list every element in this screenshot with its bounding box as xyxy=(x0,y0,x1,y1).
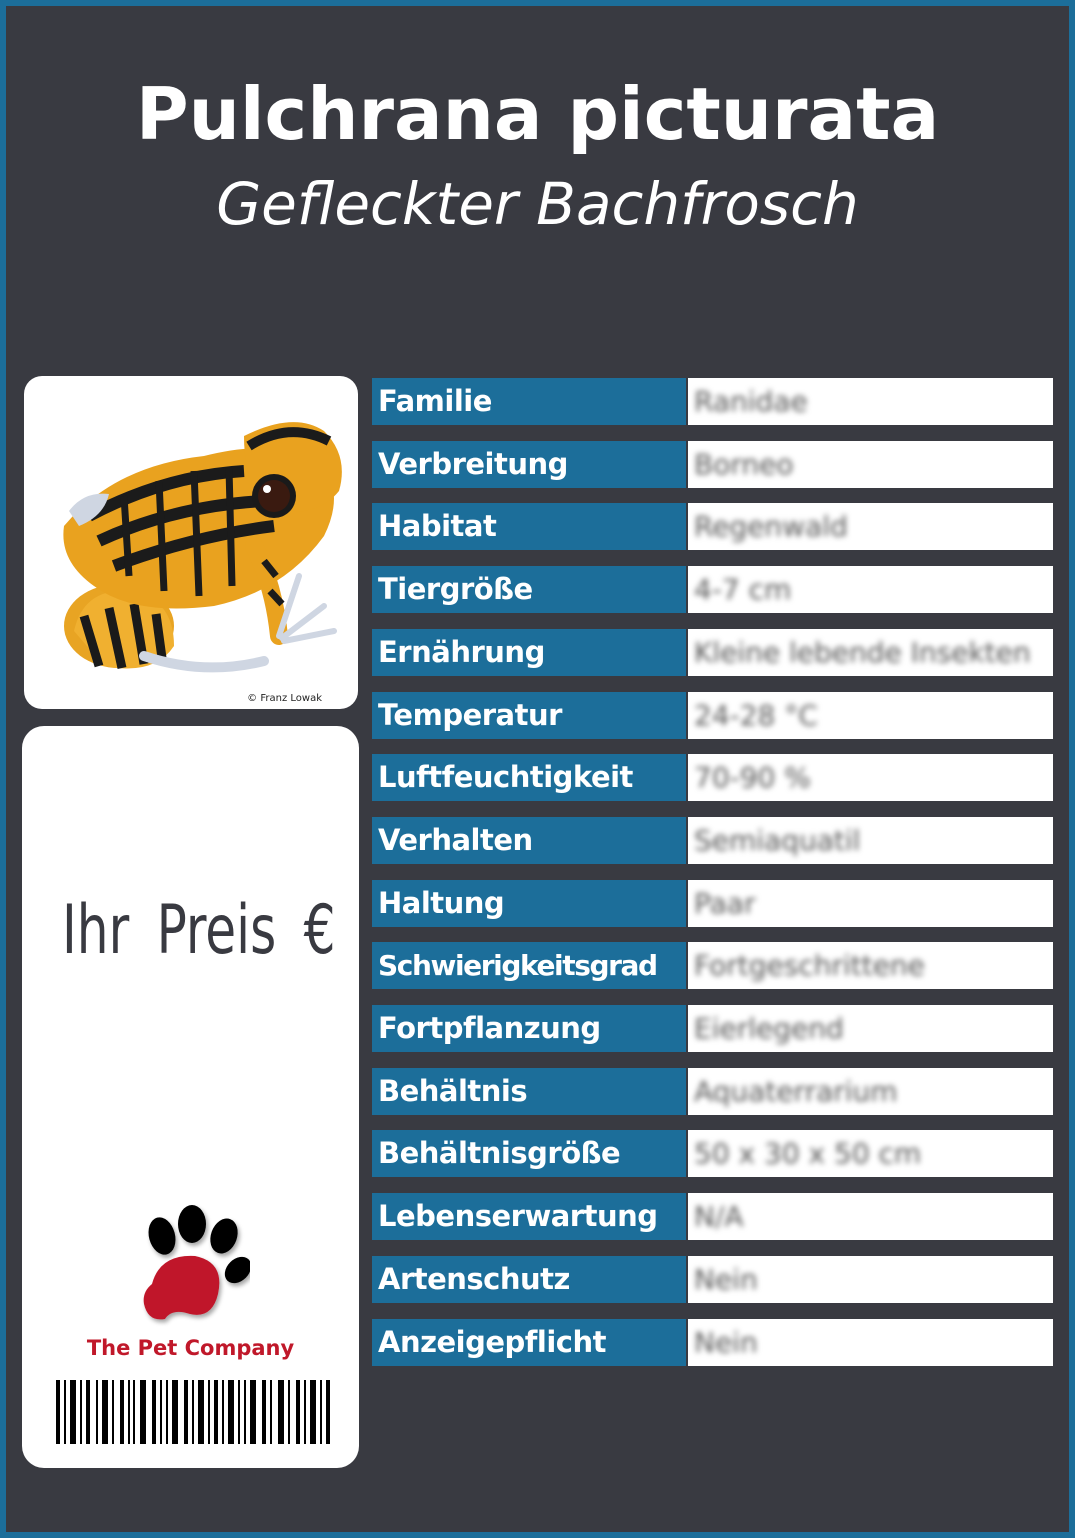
fact-value-box xyxy=(688,1130,1053,1177)
fact-value: Ranidae xyxy=(694,385,808,418)
fact-row-behaeltnisgroesse xyxy=(372,1130,1053,1177)
fact-label: Luftfeuchtigkeit xyxy=(372,754,686,801)
price-label: Ihr Preis € xyxy=(62,891,336,970)
page-subtitle: Gefleckter Bachfrosch xyxy=(216,170,859,238)
fact-label: Verhalten xyxy=(372,817,686,864)
fact-value: 24-28 °C xyxy=(694,698,818,732)
fact-value: Aquaterrarium xyxy=(694,1074,898,1108)
fact-label: Ernährung xyxy=(372,629,686,676)
fact-value-box xyxy=(688,942,1053,989)
fact-row-luftfeuchtigkeit xyxy=(372,754,1053,801)
company-name: The Pet Company xyxy=(86,1336,295,1360)
fact-label: Schwierigkeitsgrad xyxy=(372,942,686,989)
barcode-icon xyxy=(56,1380,332,1444)
fact-label: Fortpflanzung xyxy=(372,1005,686,1052)
fact-value-box xyxy=(688,566,1053,613)
fact-value-box xyxy=(688,1319,1053,1366)
fact-label: Temperatur xyxy=(372,692,686,739)
photo-credit: © Franz Lowak xyxy=(247,693,322,704)
photo-panel xyxy=(24,376,358,709)
fact-value-box xyxy=(688,1005,1053,1052)
fact-label: Haltung xyxy=(372,880,686,927)
fact-row-temperatur xyxy=(372,692,1053,739)
fact-label: Habitat xyxy=(372,503,686,550)
fact-value: Paar xyxy=(694,886,756,920)
fact-value: 50 x 30 x 50 cm xyxy=(694,1137,922,1171)
fact-row-anzeigepflicht xyxy=(372,1319,1053,1366)
fact-value-box xyxy=(688,692,1053,739)
fact-row-habitat xyxy=(372,503,1053,550)
fact-value-box xyxy=(688,880,1053,927)
fact-value: Borneo xyxy=(694,447,794,481)
frog-photo-icon xyxy=(24,376,358,709)
fact-value-box xyxy=(688,817,1053,864)
fact-row-lebenserwartung xyxy=(372,1193,1053,1240)
fact-row-schwierigkeitsgrad xyxy=(372,942,1053,989)
fact-row-haltung xyxy=(372,880,1053,927)
fact-row-behaeltnis xyxy=(372,1068,1053,1115)
fact-value: Fortgeschrittene xyxy=(694,949,925,983)
fact-value: Semiaquatil xyxy=(694,823,861,857)
fact-label: Verbreitung xyxy=(372,441,686,488)
fact-row-ernaehrung xyxy=(372,629,1053,676)
fact-label: Lebenserwartung xyxy=(372,1193,686,1240)
fact-value: N/A xyxy=(694,1200,744,1234)
fact-value: 4-7 cm xyxy=(694,573,792,607)
fact-row-verhalten xyxy=(372,817,1053,864)
fact-label: Artenschutz xyxy=(372,1256,686,1303)
fact-value: Regenwald xyxy=(694,510,848,544)
fact-row-tiergroesse xyxy=(372,566,1053,613)
fact-value-box xyxy=(688,1193,1053,1240)
fact-row-fortpflanzung xyxy=(372,1005,1053,1052)
fact-label: Tiergröße xyxy=(372,566,686,613)
paw-icon xyxy=(130,1204,250,1329)
price-panel xyxy=(22,726,359,1468)
fact-value-box xyxy=(688,503,1053,550)
fact-label: Behältnisgröße xyxy=(372,1130,686,1177)
fact-row-artenschutz xyxy=(372,1256,1053,1303)
fact-value-box xyxy=(688,1256,1053,1303)
page-title: Pulchrana picturata xyxy=(135,72,940,156)
fact-value-box xyxy=(688,1068,1053,1115)
fact-value: Eierlegend xyxy=(694,1012,844,1045)
fact-value: Nein xyxy=(694,1325,758,1359)
fact-value: Nein xyxy=(694,1262,758,1296)
fact-label: Anzeigepflicht xyxy=(372,1319,686,1366)
fact-label: Behältnis xyxy=(372,1068,686,1115)
fact-value-box xyxy=(688,441,1053,488)
fact-value: 70-90 % xyxy=(694,761,811,795)
fact-row-familie xyxy=(372,378,1053,425)
fact-value-box xyxy=(688,754,1053,801)
fact-label: Familie xyxy=(372,378,686,425)
fact-row-verbreitung xyxy=(372,441,1053,488)
fact-value-box xyxy=(688,378,1053,425)
fact-value: Kleine lebende Insekten xyxy=(694,635,1031,669)
fact-value-box xyxy=(688,629,1053,676)
